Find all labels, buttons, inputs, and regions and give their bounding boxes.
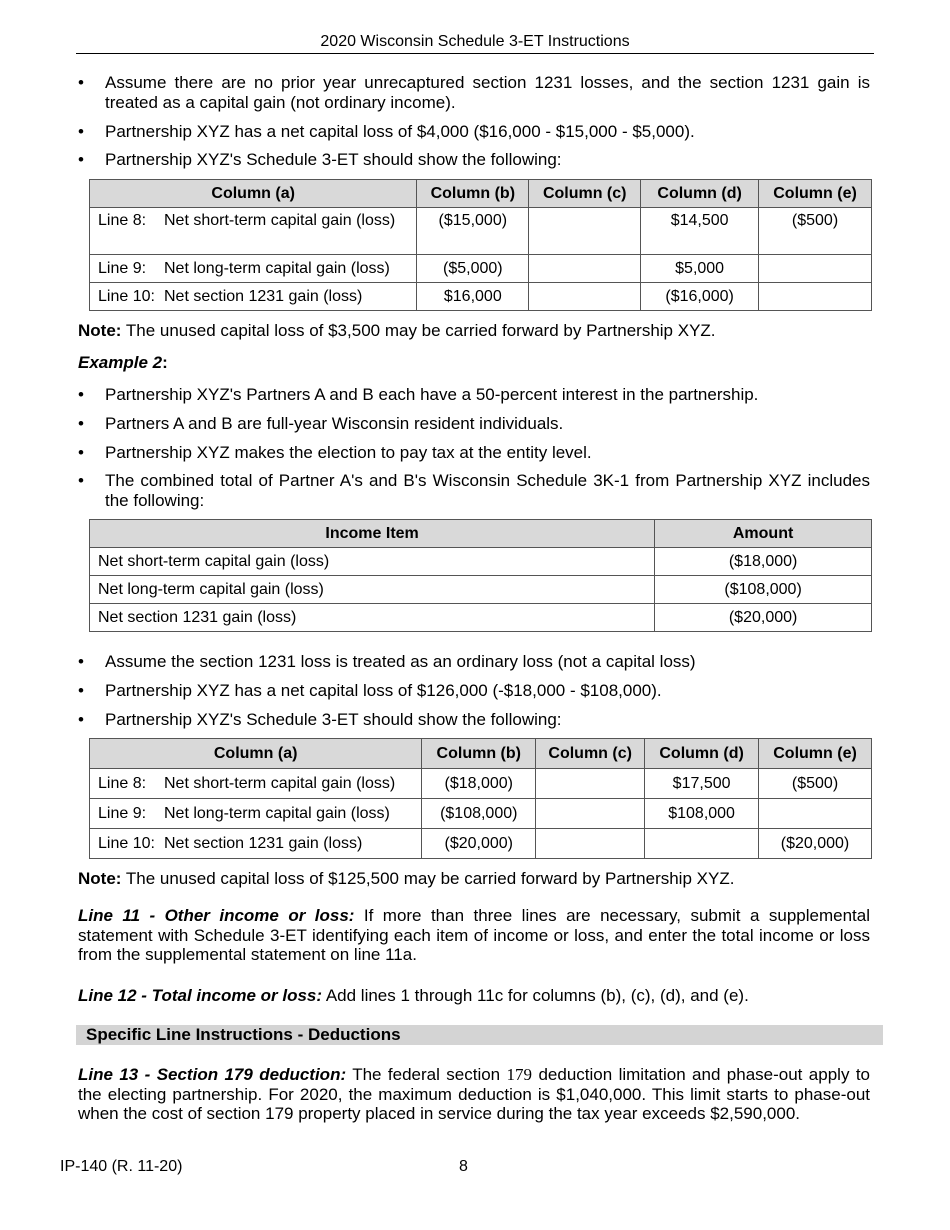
column-header: Amount: [655, 520, 872, 548]
bullet-text: Assume the section 1231 loss is treated as an ordinary loss (not a capital loss): [105, 652, 696, 671]
bullet-text: Partnership XYZ makes the election to pay tax at the entity level.: [105, 443, 592, 462]
bullet-icon: •: [78, 414, 84, 433]
table-row: [90, 208, 872, 255]
line-13-label: Line 13 - Section 179 deduction:: [78, 1065, 347, 1084]
column-header: Column (b): [422, 739, 536, 769]
value-cell: [645, 829, 759, 859]
income-amount: ($18,000): [655, 548, 872, 576]
line-cell: [90, 799, 422, 829]
table-row: [90, 829, 872, 859]
list-item: [78, 710, 870, 730]
value-cell: [759, 799, 872, 829]
line-cell: [90, 208, 417, 255]
bullet-text: Partnership XYZ has a net capital loss of $126,000 (-$18,000 - $108,000).: [105, 681, 662, 700]
list-item: [78, 471, 870, 510]
bullet-text: Assume there are no prior year unrecaptured section 1231 losses, and the section 1231 gain is treated as a capital gain (not ordinary income).: [105, 73, 870, 112]
column-header: Column (a): [90, 180, 417, 208]
column-header: Column (c): [536, 739, 645, 769]
bullet-text: Partnership XYZ has a net capital loss of $4,000 ($16,000 - $15,000 - $5,000).: [105, 122, 695, 141]
bullet-icon: •: [78, 443, 84, 462]
line-description: Net section 1231 gain (loss): [164, 287, 363, 305]
table-row: [90, 255, 872, 283]
note-label: Note:: [78, 321, 122, 340]
value-cell: [536, 799, 645, 829]
table-row: [90, 576, 872, 604]
note-example-1: [78, 321, 870, 341]
line-12-label: Line 12 - Total income or loss:: [78, 986, 323, 1005]
income-item: Net short-term capital gain (loss): [90, 548, 655, 576]
value-cell: $14,500: [641, 208, 759, 255]
line-description: Net long-term capital gain (loss): [164, 804, 390, 822]
income-amount: ($108,000): [655, 576, 872, 604]
value-cell: $108,000: [645, 799, 759, 829]
bullet-icon: •: [78, 471, 84, 490]
column-header: Column (d): [641, 180, 759, 208]
column-header: Income Item: [90, 520, 655, 548]
line-description: Net long-term capital gain (loss): [164, 259, 390, 277]
value-cell: ($500): [759, 769, 872, 799]
value-cell: ($16,000): [641, 283, 759, 311]
table-row: [90, 769, 872, 799]
section-heading-deductions: Specific Line Instructions - Deductions: [76, 1025, 883, 1045]
value-cell: ($5,000): [417, 255, 529, 283]
value-cell: [536, 769, 645, 799]
line-12-instructions: [78, 986, 870, 1006]
line-number: Line 9:: [98, 804, 147, 822]
value-cell: $17,500: [645, 769, 759, 799]
bullet-text: Partnership XYZ's Schedule 3-ET should show the following:: [105, 710, 562, 729]
bullet-icon: •: [78, 681, 84, 700]
value-cell: [536, 829, 645, 859]
bullet-icon: •: [78, 652, 84, 671]
list-item: [78, 681, 870, 701]
column-header: Column (d): [645, 739, 759, 769]
bullet-text: Partnership XYZ's Schedule 3-ET should show the following:: [105, 150, 562, 169]
list-item: [78, 443, 870, 463]
value-cell: ($20,000): [759, 829, 872, 859]
line-number: Line 8:: [98, 212, 147, 229]
line-12-text: Add lines 1 through 11c for columns (b), (c), (d), and (e).: [325, 986, 749, 1005]
line-description: Net short-term capital gain (loss): [164, 212, 396, 229]
line-number: Line 10:: [98, 287, 155, 305]
value-cell: [759, 283, 872, 311]
line-13-text-before: The federal section: [352, 1065, 501, 1084]
note-text: The unused capital loss of $125,500 may be carried forward by Partnership XYZ.: [125, 869, 735, 888]
value-cell: ($20,000): [422, 829, 536, 859]
list-item: [78, 385, 870, 405]
line-11-text: If more than three lines are necessary, submit a supplemental statement with Schedule 3-ET identifying each item of income or loss, and enter the total income or loss from the supplemental statement on line 11a.: [78, 906, 870, 964]
income-item: Net long-term capital gain (loss): [90, 576, 655, 604]
table-row: [90, 799, 872, 829]
value-cell: ($500): [759, 208, 872, 255]
value-cell: [759, 255, 872, 283]
column-header: Column (e): [759, 739, 872, 769]
line-number: Line 9:: [98, 259, 147, 277]
bullet-icon: •: [78, 710, 84, 729]
column-header: Column (c): [529, 180, 641, 208]
example-heading: Example 2: [78, 353, 163, 372]
form-number: IP-140 (R. 11-20): [60, 1158, 183, 1175]
table-row: [90, 604, 872, 632]
bullet-icon: •: [78, 73, 84, 92]
income-item: Net section 1231 gain (loss): [90, 604, 655, 632]
line-number: Line 10:: [98, 834, 155, 852]
value-cell: [529, 283, 641, 311]
line-13-instructions: [78, 1065, 870, 1124]
bullet-text: The combined total of Partner A's and B's Wisconsin Schedule 3K-1 from Partnership XYZ includes the following:: [105, 471, 870, 510]
line-description: Net section 1231 gain (loss): [164, 834, 363, 852]
bullet-icon: •: [78, 385, 84, 404]
line-cell: [90, 283, 417, 311]
table-row: [90, 283, 872, 311]
list-item: [78, 150, 870, 170]
column-header: Column (a): [90, 739, 422, 769]
list-item: [78, 414, 870, 434]
line-cell: [90, 255, 417, 283]
schedule-table-example-1: [89, 179, 872, 311]
example-2-heading: [78, 353, 870, 373]
heading-colon: :: [162, 353, 168, 372]
bullet-text: Partners A and B are full-year Wisconsin resident individuals.: [105, 414, 564, 433]
bullet-text: Partnership XYZ's Partners A and B each have a 50-percent interest in the partnership.: [105, 385, 759, 404]
value-cell: $16,000: [417, 283, 529, 311]
line-cell: [90, 769, 422, 799]
line-13-text-after: deduction limitation and phase-out apply to the electing partnership. For 2020, the maximum deduction is $1,040,000. This limit starts to phase-out when the cost of section 179 property placed in service during the tax year exceeds $2,590,000.: [78, 1065, 871, 1123]
page-header: 2020 Wisconsin Schedule 3-ET Instructions: [76, 32, 874, 54]
column-header: Column (b): [417, 180, 529, 208]
value-cell: [529, 255, 641, 283]
schedule-table-example-2: [89, 738, 872, 859]
line-description: Net short-term capital gain (loss): [164, 774, 396, 792]
line-13-section-number: 179: [506, 1065, 533, 1084]
column-header: Column (e): [759, 180, 872, 208]
list-item: [78, 652, 870, 672]
list-item: [78, 73, 870, 112]
line-cell: [90, 829, 422, 859]
income-table: [89, 519, 872, 632]
line-11-label: Line 11 - Other income or loss:: [78, 906, 355, 925]
note-text: The unused capital loss of $3,500 may be carried forward by Partnership XYZ.: [125, 321, 716, 340]
value-cell: ($15,000): [417, 208, 529, 255]
income-amount: ($20,000): [655, 604, 872, 632]
note-label: Note:: [78, 869, 122, 888]
value-cell: ($18,000): [422, 769, 536, 799]
note-example-2: [78, 869, 870, 889]
page-number: 8: [459, 1158, 468, 1175]
table-row: [90, 548, 872, 576]
value-cell: [529, 208, 641, 255]
line-number: Line 8:: [98, 774, 147, 792]
bullet-icon: •: [78, 150, 84, 169]
value-cell: $5,000: [641, 255, 759, 283]
bullet-icon: •: [78, 122, 84, 141]
value-cell: ($108,000): [422, 799, 536, 829]
list-item: [78, 122, 870, 142]
line-11-instructions: [78, 906, 870, 965]
